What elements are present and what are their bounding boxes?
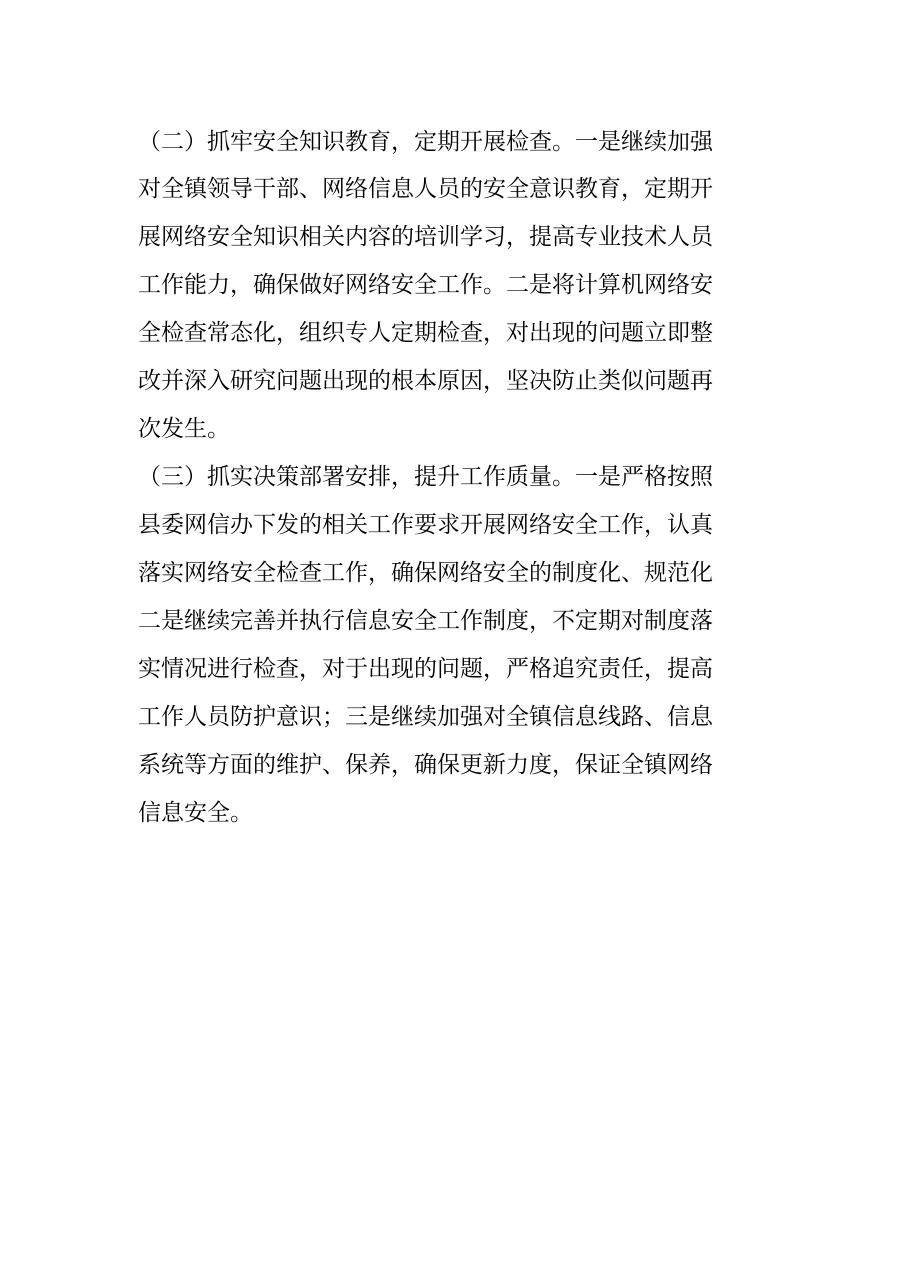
paragraph-line: 改并深入研究问题出现的根本原因，坚决防止类似问题再 xyxy=(138,368,713,394)
paragraph-line: 展网络安全知识相关内容的培训学习，提高专业技术人员 xyxy=(138,224,713,250)
paragraph-line: 落实网络安全检查工作，确保网络安全的制度化、规范化 xyxy=(138,560,713,586)
paragraph-line: （二）抓牢安全知识教育，定期开展检查。一是继续加强 xyxy=(138,129,713,155)
paragraph-line: 全检查常态化，组织专人定期检查，对出现的问题立即整 xyxy=(138,320,713,346)
paragraph-line: 工作能力，确保做好网络安全工作。二是将计算机网络安 xyxy=(138,272,713,298)
paragraph-line: （三）抓实决策部署安排，提升工作质量。一是严格按照 xyxy=(138,464,713,490)
paragraph-line: 工作人员防护意识；三是继续加强对全镇信息线路、信息 xyxy=(138,704,713,730)
paragraph-line: 次发生。 xyxy=(138,416,230,442)
paragraph-line: 县委网信办下发的相关工作要求开展网络安全工作，认真 xyxy=(138,512,713,538)
paragraph-line: 信息安全。 xyxy=(138,800,253,826)
paragraph-line: 系统等方面的维护、保养，确保更新力度，保证全镇网络 xyxy=(138,752,713,778)
paragraph-line: 对全镇领导干部、网络信息人员的安全意识教育，定期开 xyxy=(138,176,713,202)
paragraph-line: 二是继续完善并执行信息安全工作制度，不定期对制度落 xyxy=(138,608,713,634)
paragraph-line: 实情况进行检查，对于出现的问题，严格追究责任，提高 xyxy=(138,656,713,682)
